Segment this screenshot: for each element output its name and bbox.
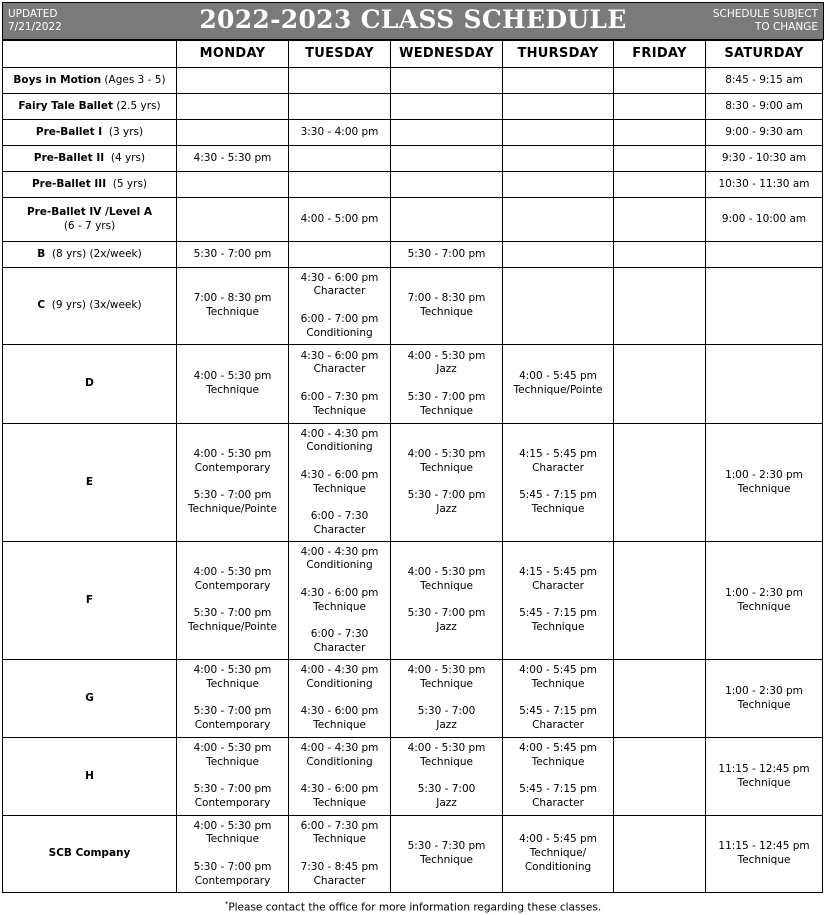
class-name: SCB Company	[3, 816, 177, 893]
schedule-line: 1:00 - 2:30 pm	[725, 468, 803, 481]
schedule-cell-friday	[614, 660, 706, 738]
schedule-line: 4:00 - 4:30 pm	[300, 427, 379, 440]
schedule-cell-friday	[614, 542, 706, 660]
schedule-cell-tuesday	[289, 268, 391, 345]
line-gap	[291, 299, 388, 313]
schedule-cell-friday	[614, 738, 706, 816]
schedule-line: 1:00 - 2:30 pm	[725, 586, 803, 599]
schedule-cell-wednesday	[391, 738, 503, 816]
schedule-cell-tuesday	[289, 424, 391, 542]
schedule-line: 4:00 - 5:45 pm	[519, 370, 597, 383]
schedule-line: 6:00 - 7:30	[310, 509, 369, 522]
schedule-line: Technique	[420, 677, 473, 690]
schedule-line: Jazz	[436, 363, 457, 376]
schedule-line: 4:15 - 5:45 pm	[519, 448, 597, 461]
schedule-cell-wednesday	[391, 242, 503, 268]
schedule-cell-wednesday	[391, 345, 503, 424]
schedule-cell-monday	[177, 738, 289, 816]
schedule-header	[2, 2, 824, 40]
schedule-cell-thursday	[503, 94, 614, 120]
schedule-line: Jazz	[436, 503, 457, 516]
schedule-line: Contemporary	[194, 579, 271, 592]
schedule-cell-monday	[177, 268, 289, 345]
schedule-line: Technique	[420, 755, 473, 768]
schedule-cell-wednesday	[391, 172, 503, 198]
schedule-line: 6:00 - 7:30	[310, 627, 369, 640]
class-row	[3, 94, 823, 120]
schedule-line: Contemporary	[194, 797, 271, 810]
schedule-line: 5:30 - 7:00 pm	[407, 247, 486, 260]
schedule-line: 4:30 - 6:00 pm	[300, 271, 379, 284]
schedule-cell-saturday	[706, 345, 823, 424]
schedule-line: Technique	[737, 482, 791, 495]
footer-note: *Please contact the office for more information regarding these classes.	[224, 900, 602, 914]
schedule-line: Technique	[420, 461, 473, 474]
schedule-line: 10:30 - 11:30 am	[718, 177, 810, 190]
schedule-line: 9:00 - 10:00 am	[721, 212, 807, 225]
class-name: C (9 yrs) (3x/week)	[3, 268, 177, 345]
schedule-cell-saturday	[706, 542, 823, 660]
class-name: Pre-Ballet III (5 yrs)	[3, 172, 177, 198]
schedule-line: Character	[313, 285, 366, 298]
schedule-line: 4:00 - 4:30 pm	[300, 742, 379, 755]
schedule-cell-monday	[177, 120, 289, 146]
class-name: Pre-Ballet II (4 yrs)	[3, 146, 177, 172]
class-name: D	[3, 345, 177, 424]
schedule-cell-thursday	[503, 68, 614, 94]
line-gap	[505, 476, 611, 490]
schedule-line: Character	[313, 874, 366, 887]
schedule-line: Contemporary	[194, 461, 271, 474]
schedule-line: 8:30 - 9:00 am	[725, 99, 803, 112]
schedule-line: 4:30 - 6:00 pm	[300, 349, 379, 362]
class-row	[3, 120, 823, 146]
schedule-line: Technique	[206, 677, 259, 690]
schedule-line: Technique	[206, 384, 259, 396]
class-row	[3, 242, 823, 268]
schedule-line: 4:00 - 5:30 pm	[193, 370, 272, 383]
schedule-cell-monday	[177, 660, 289, 738]
schedule-cell-wednesday	[391, 816, 503, 893]
schedule-cell-saturday	[706, 146, 823, 172]
schedule-line: 4:00 - 5:30 pm	[407, 349, 486, 362]
class-name: H	[3, 738, 177, 816]
schedule-line: 5:30 - 7:00 pm	[407, 607, 486, 620]
class-name: Pre-Ballet I (3 yrs)	[3, 120, 177, 146]
schedule-line: Technique	[531, 621, 585, 634]
line-gap	[291, 496, 388, 510]
schedule-cell-saturday	[706, 242, 823, 268]
schedule-cell-monday	[177, 198, 289, 242]
schedule-line: 5:30 - 7:00 pm	[407, 390, 486, 403]
schedule-cell-thursday	[503, 242, 614, 268]
schedule-cell-saturday	[706, 268, 823, 345]
schedule-line: 11:15 - 12:45 pm	[718, 762, 810, 775]
line-gap	[505, 692, 611, 706]
day-header-thursday: THURSDAY	[503, 41, 614, 68]
schedule-line: Technique	[531, 755, 585, 768]
schedule-line: 7:30 - 8:45 pm	[300, 860, 379, 873]
schedule-line: Conditioning	[524, 860, 592, 873]
day-header-row	[3, 41, 823, 68]
line-gap	[393, 476, 500, 490]
schedule-line: Technique	[737, 854, 791, 866]
schedule-cell-tuesday	[289, 68, 391, 94]
class-row	[3, 816, 823, 893]
class-name: B (8 yrs) (2x/week)	[3, 242, 177, 268]
schedule-line: 4:00 - 5:30 pm	[407, 664, 486, 677]
schedule-cell-friday	[614, 268, 706, 345]
schedule-line: Technique/Pointe	[188, 503, 277, 516]
schedule-line: Contemporary	[194, 874, 271, 887]
schedule-line: 6:00 - 7:00 pm	[300, 312, 379, 325]
schedule-line: 4:00 - 5:30 pm	[193, 448, 272, 461]
class-row	[3, 172, 823, 198]
schedule-cell-monday	[177, 816, 289, 893]
schedule-line: 4:00 - 5:30 pm	[193, 664, 272, 677]
schedule-line: 4:00 - 5:30 pm	[193, 819, 272, 832]
schedule-line: Contemporary	[194, 719, 271, 732]
schedule-line: Technique	[206, 833, 259, 846]
schedule-cell-tuesday	[289, 242, 391, 268]
schedule-cell-thursday	[503, 120, 614, 146]
line-gap	[393, 594, 500, 608]
schedule-line: Technique	[313, 482, 366, 495]
schedule-cell-wednesday	[391, 94, 503, 120]
schedule-line: Jazz	[436, 621, 457, 634]
schedule-cell-thursday	[503, 198, 614, 242]
class-name: F	[3, 542, 177, 660]
line-gap	[291, 770, 388, 784]
schedule-cell-tuesday	[289, 146, 391, 172]
schedule-line: 4:00 - 5:45 pm	[519, 664, 597, 677]
schedule-cell-friday	[614, 816, 706, 893]
class-row	[3, 738, 823, 816]
line-gap	[291, 455, 388, 469]
class-row	[3, 424, 823, 542]
schedule-notice: SCHEDULE SUBJECT TO CHANGE	[712, 8, 818, 33]
schedule-line: Character	[313, 523, 366, 536]
updated-date: UPDATED 7/21/2022	[8, 8, 62, 33]
schedule-line: Technique/Pointe	[513, 384, 603, 396]
schedule-line: 4:00 - 5:00 pm	[300, 212, 379, 225]
schedule-line: Technique	[313, 833, 366, 846]
class-row	[3, 68, 823, 94]
schedule-line: Technique	[313, 797, 366, 810]
schedule-cell-wednesday	[391, 120, 503, 146]
schedule-line: 5:45 - 7:15 pm	[519, 705, 597, 718]
schedule-line: 4:00 - 5:30 pm	[407, 448, 486, 461]
schedule-cell-tuesday	[289, 816, 391, 893]
schedule-line: Technique	[531, 677, 585, 690]
schedule-line: 4:00 - 5:45 pm	[519, 833, 597, 846]
schedule-cell-tuesday	[289, 660, 391, 738]
schedule-line: Technique	[737, 776, 791, 789]
schedule-cell-monday	[177, 242, 289, 268]
schedule-cell-wednesday	[391, 660, 503, 738]
schedule-cell-monday	[177, 94, 289, 120]
schedule-cell-monday	[177, 172, 289, 198]
schedule-line: Technique	[420, 854, 473, 866]
line-gap	[393, 692, 500, 706]
schedule-line: Conditioning	[306, 755, 373, 768]
line-gap	[179, 770, 286, 784]
schedule-line: 6:00 - 7:30 pm	[300, 819, 379, 832]
schedule-line: Character	[313, 363, 366, 376]
schedule-line: 4:00 - 5:30 pm	[407, 742, 486, 755]
schedule-line: Technique	[737, 600, 791, 613]
schedule-cell-tuesday	[289, 345, 391, 424]
schedule-line: Technique	[531, 503, 585, 516]
schedule-line: 8:45 - 9:15 am	[725, 73, 803, 86]
schedule-line: Technique	[420, 579, 473, 592]
schedule-cell-wednesday	[391, 424, 503, 542]
schedule-line: 4:15 - 5:45 pm	[519, 566, 597, 579]
schedule-cell-tuesday	[289, 542, 391, 660]
schedule-line: 7:00 - 8:30 pm	[193, 292, 272, 305]
schedule-cell-saturday	[706, 172, 823, 198]
line-gap	[393, 377, 500, 391]
schedule-line: Jazz	[436, 797, 457, 810]
class-name: Boys in Motion (Ages 3 - 5)	[3, 68, 177, 94]
schedule-cell-thursday	[503, 738, 614, 816]
schedule-line: 5:45 - 7:15 pm	[519, 783, 597, 796]
schedule-line: 4:00 - 5:45 pm	[519, 742, 597, 755]
class-row	[3, 198, 823, 242]
schedule-line: Conditioning	[306, 326, 373, 339]
schedule-line: Technique	[206, 755, 259, 768]
schedule-line: 4:00 - 4:30 pm	[300, 545, 379, 558]
schedule-cell-thursday	[503, 345, 614, 424]
class-name: Fairy Tale Ballet (2.5 yrs)	[3, 94, 177, 120]
schedule-cell-monday	[177, 424, 289, 542]
schedule-line: 5:30 - 7:00 pm	[193, 607, 272, 620]
schedule-cell-thursday	[503, 660, 614, 738]
schedule-cell-saturday	[706, 68, 823, 94]
line-gap	[179, 692, 286, 706]
day-header-wednesday: WEDNESDAY	[391, 41, 503, 68]
day-header-saturday: SATURDAY	[706, 41, 823, 68]
schedule-line: 4:00 - 5:30 pm	[407, 566, 486, 579]
line-gap	[179, 847, 286, 861]
schedule-cell-thursday	[503, 146, 614, 172]
schedule-cell-friday	[614, 94, 706, 120]
line-gap	[179, 594, 286, 608]
schedule-line: 5:30 - 7:00 pm	[193, 247, 272, 260]
schedule-line: 6:00 - 7:30 pm	[300, 390, 379, 403]
schedule-cell-tuesday	[289, 172, 391, 198]
schedule-line: 5:45 - 7:15 pm	[519, 489, 597, 502]
schedule-line: Conditioning	[306, 559, 373, 572]
schedule-line: 5:30 - 7:30 pm	[407, 840, 486, 853]
schedule-line: 4:30 - 6:00 pm	[300, 586, 379, 599]
line-gap	[291, 847, 388, 861]
schedule-cell-friday	[614, 242, 706, 268]
schedule-cell-friday	[614, 68, 706, 94]
schedule-line: 4:30 - 6:00 pm	[300, 468, 379, 481]
class-name: G	[3, 660, 177, 738]
class-name: Pre-Ballet IV /Level A (6 - 7 yrs)	[3, 198, 177, 242]
schedule-cell-tuesday	[289, 94, 391, 120]
schedule-cell-saturday	[706, 738, 823, 816]
schedule-line: 9:30 - 10:30 am	[721, 151, 807, 164]
schedule-cell-wednesday	[391, 542, 503, 660]
schedule-line: 5:30 - 7:00 pm	[193, 705, 272, 718]
schedule-line: 4:30 - 6:00 pm	[300, 705, 379, 718]
schedule-cell-friday	[614, 345, 706, 424]
class-name: E	[3, 424, 177, 542]
schedule-cell-saturday	[706, 424, 823, 542]
line-gap	[505, 594, 611, 608]
schedule-line: 7:00 - 8:30 pm	[407, 292, 486, 305]
schedule-line: 3:30 - 4:00 pm	[300, 125, 379, 138]
schedule-line: 5:30 - 7:00 pm	[193, 783, 272, 796]
schedule-cell-friday	[614, 198, 706, 242]
schedule-cell-thursday	[503, 172, 614, 198]
schedule-cell-monday	[177, 542, 289, 660]
schedule-line: Conditioning	[306, 441, 373, 454]
schedule-cell-monday	[177, 146, 289, 172]
schedule-line: Technique	[420, 306, 473, 318]
schedule-line: 11:15 - 12:45 pm	[718, 840, 810, 853]
schedule-cell-saturday	[706, 94, 823, 120]
schedule-cell-monday	[177, 345, 289, 424]
line-gap	[291, 573, 388, 587]
schedule-line: Technique	[313, 600, 366, 613]
schedule-line: Character	[532, 461, 584, 474]
schedule-cell-wednesday	[391, 198, 503, 242]
schedule-line: Character	[532, 797, 584, 810]
day-header-friday: FRIDAY	[614, 41, 706, 68]
schedule-cell-saturday	[706, 660, 823, 738]
schedule-cell-tuesday	[289, 120, 391, 146]
schedule-cell-thursday	[503, 424, 614, 542]
schedule-line: 9:00 - 9:30 am	[725, 125, 803, 138]
schedule-line: Technique	[420, 404, 473, 417]
schedule-cell-tuesday	[289, 198, 391, 242]
schedule-line: 5:30 - 7:00 pm	[407, 489, 486, 502]
schedule-cell-thursday	[503, 268, 614, 345]
schedule-cell-thursday	[503, 542, 614, 660]
schedule-cell-monday	[177, 68, 289, 94]
schedule-line: Character	[532, 579, 584, 592]
schedule-line: Jazz	[436, 719, 457, 732]
schedule-line: 4:30 - 6:00 pm	[300, 783, 379, 796]
schedule-line: 5:30 - 7:00	[417, 783, 476, 796]
schedule-cell-wednesday	[391, 146, 503, 172]
page-title: 2022-2023 CLASS SCHEDULE	[199, 5, 627, 34]
class-row	[3, 345, 823, 424]
schedule-line: 4:30 - 5:30 pm	[193, 151, 272, 164]
schedule-line: Technique/Pointe	[188, 621, 277, 634]
schedule-line: 5:30 - 7:00 pm	[193, 860, 272, 873]
day-header-monday: MONDAY	[177, 41, 289, 68]
schedule-table	[2, 40, 823, 893]
schedule-line: Technique	[313, 404, 366, 417]
class-row	[3, 146, 823, 172]
schedule-line: 5:30 - 7:00	[417, 705, 476, 718]
schedule-line: 1:00 - 2:30 pm	[725, 684, 803, 697]
schedule-cell-friday	[614, 424, 706, 542]
line-gap	[393, 770, 500, 784]
schedule-line: Technique	[313, 719, 366, 732]
schedule-line: Character	[313, 641, 366, 654]
class-row	[3, 542, 823, 660]
line-gap	[291, 692, 388, 706]
schedule-line: 5:30 - 7:00 pm	[193, 489, 272, 502]
class-row	[3, 268, 823, 345]
schedule-cell-saturday	[706, 120, 823, 146]
schedule-cell-friday	[614, 146, 706, 172]
line-gap	[179, 476, 286, 490]
day-header-tuesday: TUESDAY	[289, 41, 391, 68]
schedule-cell-wednesday	[391, 268, 503, 345]
schedule-line: Technique	[206, 306, 259, 318]
schedule-cell-wednesday	[391, 68, 503, 94]
schedule-line: Conditioning	[306, 677, 373, 690]
schedule-line: 4:00 - 5:30 pm	[193, 742, 272, 755]
schedule-cell-thursday	[503, 816, 614, 893]
schedule-line: Character	[532, 719, 584, 732]
line-gap	[505, 770, 611, 784]
schedule-line: Technique	[737, 698, 791, 711]
schedule-line: 4:00 - 5:30 pm	[193, 566, 272, 579]
schedule-cell-saturday	[706, 198, 823, 242]
schedule-cell-saturday	[706, 816, 823, 893]
schedule-cell-tuesday	[289, 738, 391, 816]
line-gap	[291, 377, 388, 391]
schedule-line: 4:00 - 4:30 pm	[300, 664, 379, 677]
schedule-cell-friday	[614, 172, 706, 198]
corner-cell	[3, 41, 177, 68]
schedule-cell-friday	[614, 120, 706, 146]
line-gap	[291, 614, 388, 628]
schedule-line: Technique/	[529, 847, 587, 860]
class-row	[3, 660, 823, 738]
schedule-line: 5:45 - 7:15 pm	[519, 607, 597, 620]
